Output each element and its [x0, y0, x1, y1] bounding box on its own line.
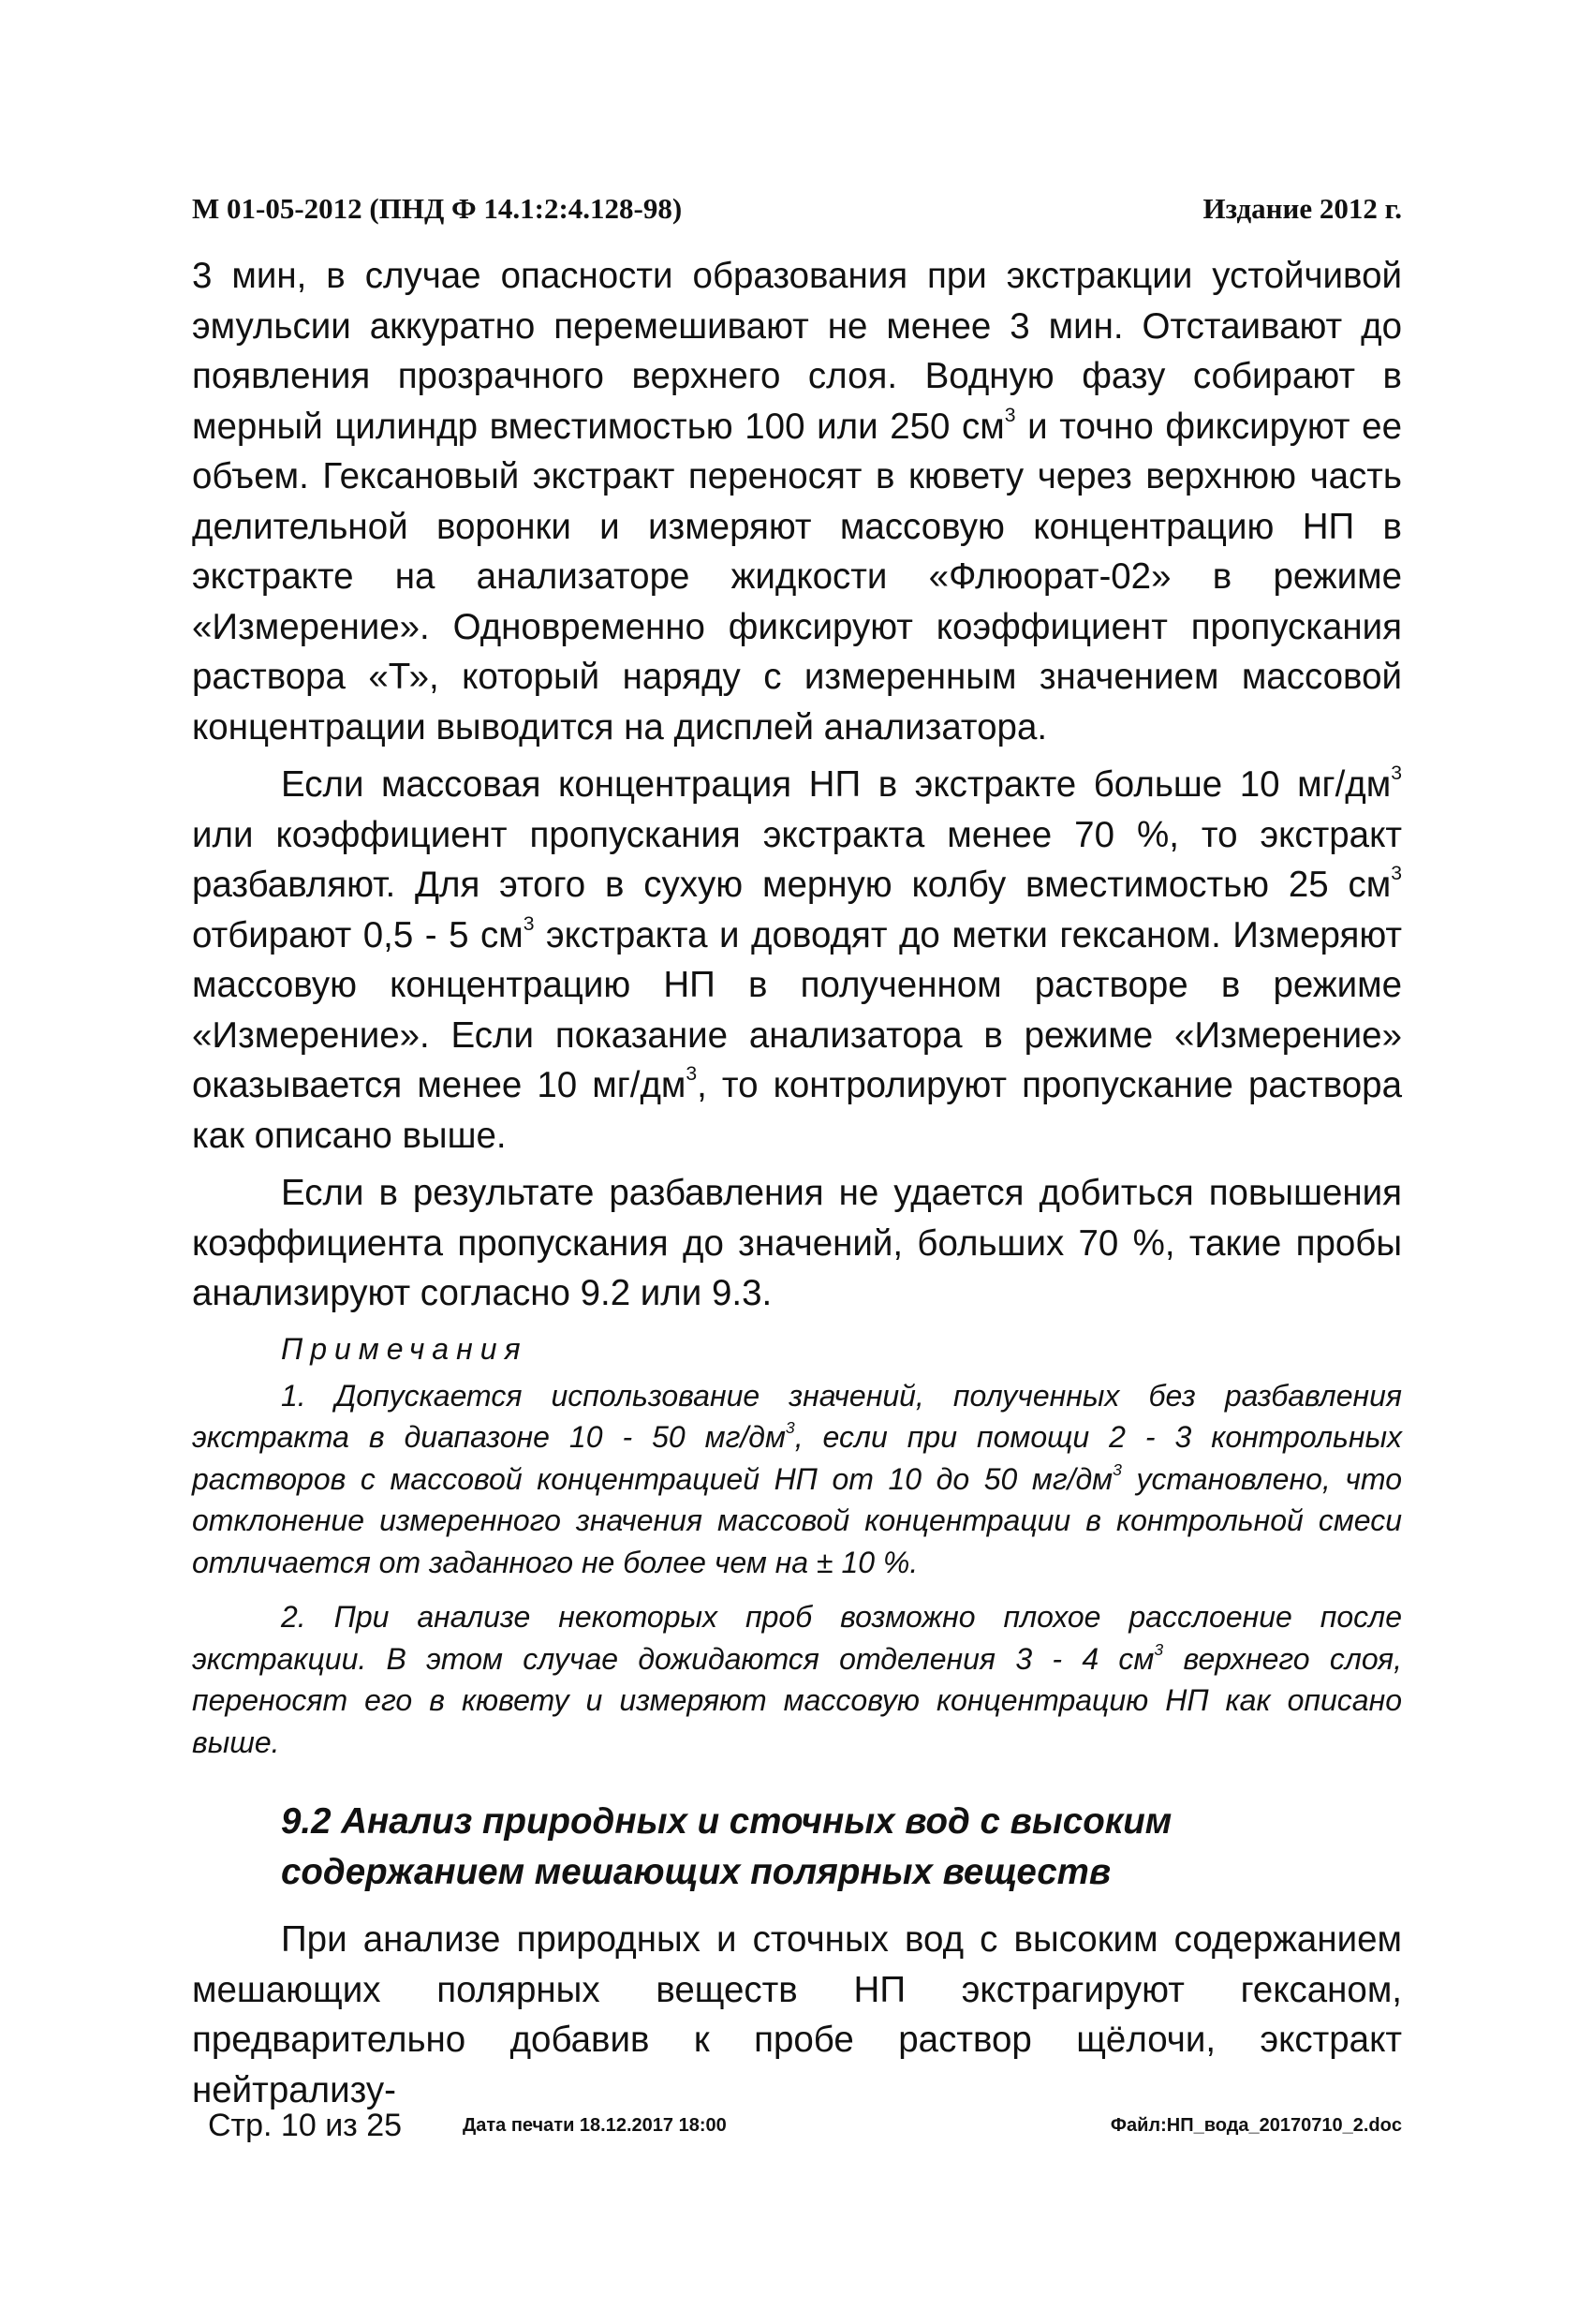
section-heading: 9.2 Анализ природных и сточных вод с высоким содержанием мешающих полярных веществ: [281, 1801, 1173, 1892]
note-2: 2. При анализе некоторых проб возможно плохое расслоение после экстракции. В этом случае дожидаются отделения 3 - 4 $см^3$ верхнего слоя, переносят его в кювету и измеряют массовую концентрацию НП как описано выше.: [192, 1600, 1403, 1759]
superscript: 3: [1154, 1639, 1164, 1659]
notes-title: Примечания: [281, 1331, 528, 1366]
paragraph-2: Если массовая концентрация НП в экстракте больше 10 $мг/дм^3$ или коэффициент пропускания экстракта менее 70 %, то экстракт разбавляют. Для этого в сухую мерную колбу вместимостью 25 $см^3$ отбирают 0,5 - 5 $см^3$ экстракта и доводят до метки гексаном. Измеряют массовую концентрацию НП в полученном растворе в режиме «Измерение». Если показание анализатора в режиме «Измерение» оказывается менее 10 $мг/дм^3$, то контролируют пропускание раствора как описано выше.: [192, 762, 1403, 1156]
file-name: Файл:НП_вода_20170710_2.doc: [1110, 2115, 1402, 2136]
superscript: 3: [523, 912, 535, 935]
paragraph-1: 3 мин, в случае опасности образования при экстракции устойчивой эмульсии аккуратно перемешивают не менее 3 мин. Отстаивают до появления прозрачного верхнего слоя. Водную фазу собирают в мерный цилиндр вместимостью 100 или 250 $см^3$ и точно фиксируют ее объем. Гексановый экстракт переносят в кювету через верхнюю часть делительной воронки и измеряют массовую концентрацию НП в экстракте на анализаторе жидкости «Флюорат-02» в режиме «Измерение». Одновременно фиксируют коэффициент пропускания раствора «Т», который наряду с измеренным значением массовой концентрации выводится на дисплей анализатора.: [192, 256, 1402, 748]
superscript: 3: [1113, 1459, 1122, 1479]
superscript: 3: [686, 1063, 698, 1086]
page-number: Стр. 10 из 25: [208, 2108, 403, 2143]
page-footer: [208, 2108, 1402, 2154]
print-date: Дата печати 18.12.2017 18:00: [463, 2115, 727, 2136]
note-1: 1. Допускается использование значений, полученных без разбавления экстракта в диапазоне 10 - 50 $мг/дм^3$, если при помощи 2 - 3 контрольных растворов с массовой концентрацией НП от 10 до 50 $мг/дм^3$ установлено, что отклонение измеренного значения массовой концентрации в контрольной смеси отличается от заданного не более чем на ± 10 %.: [192, 1378, 1403, 1579]
paragraph-3: Если в результате разбавления не удается добиться повышения коэффициента пропускания до значений, больших 70 %, такие пробы анализируют согласно 9.2 или 9.3.: [192, 1173, 1402, 1313]
page-header: [192, 192, 1402, 229]
superscript: 3: [1391, 863, 1402, 885]
page-content: [192, 251, 1402, 2123]
document-code: М 01-05-2012 (ПНД Ф 14.1:2:4.128-98): [192, 192, 683, 225]
superscript: 3: [1004, 404, 1016, 426]
superscript: 3: [785, 1418, 795, 1438]
superscript: 3: [1391, 762, 1402, 785]
section-paragraph: При анализе природных и сточных вод с высоким содержанием мешающих полярных веществ НП экстрагируют гексаном, предварительно добавив к пробе раствор щёлочи, экстракт нейтрализу-: [192, 1919, 1402, 2110]
edition-label: Издание 2012 г.: [1202, 192, 1402, 225]
